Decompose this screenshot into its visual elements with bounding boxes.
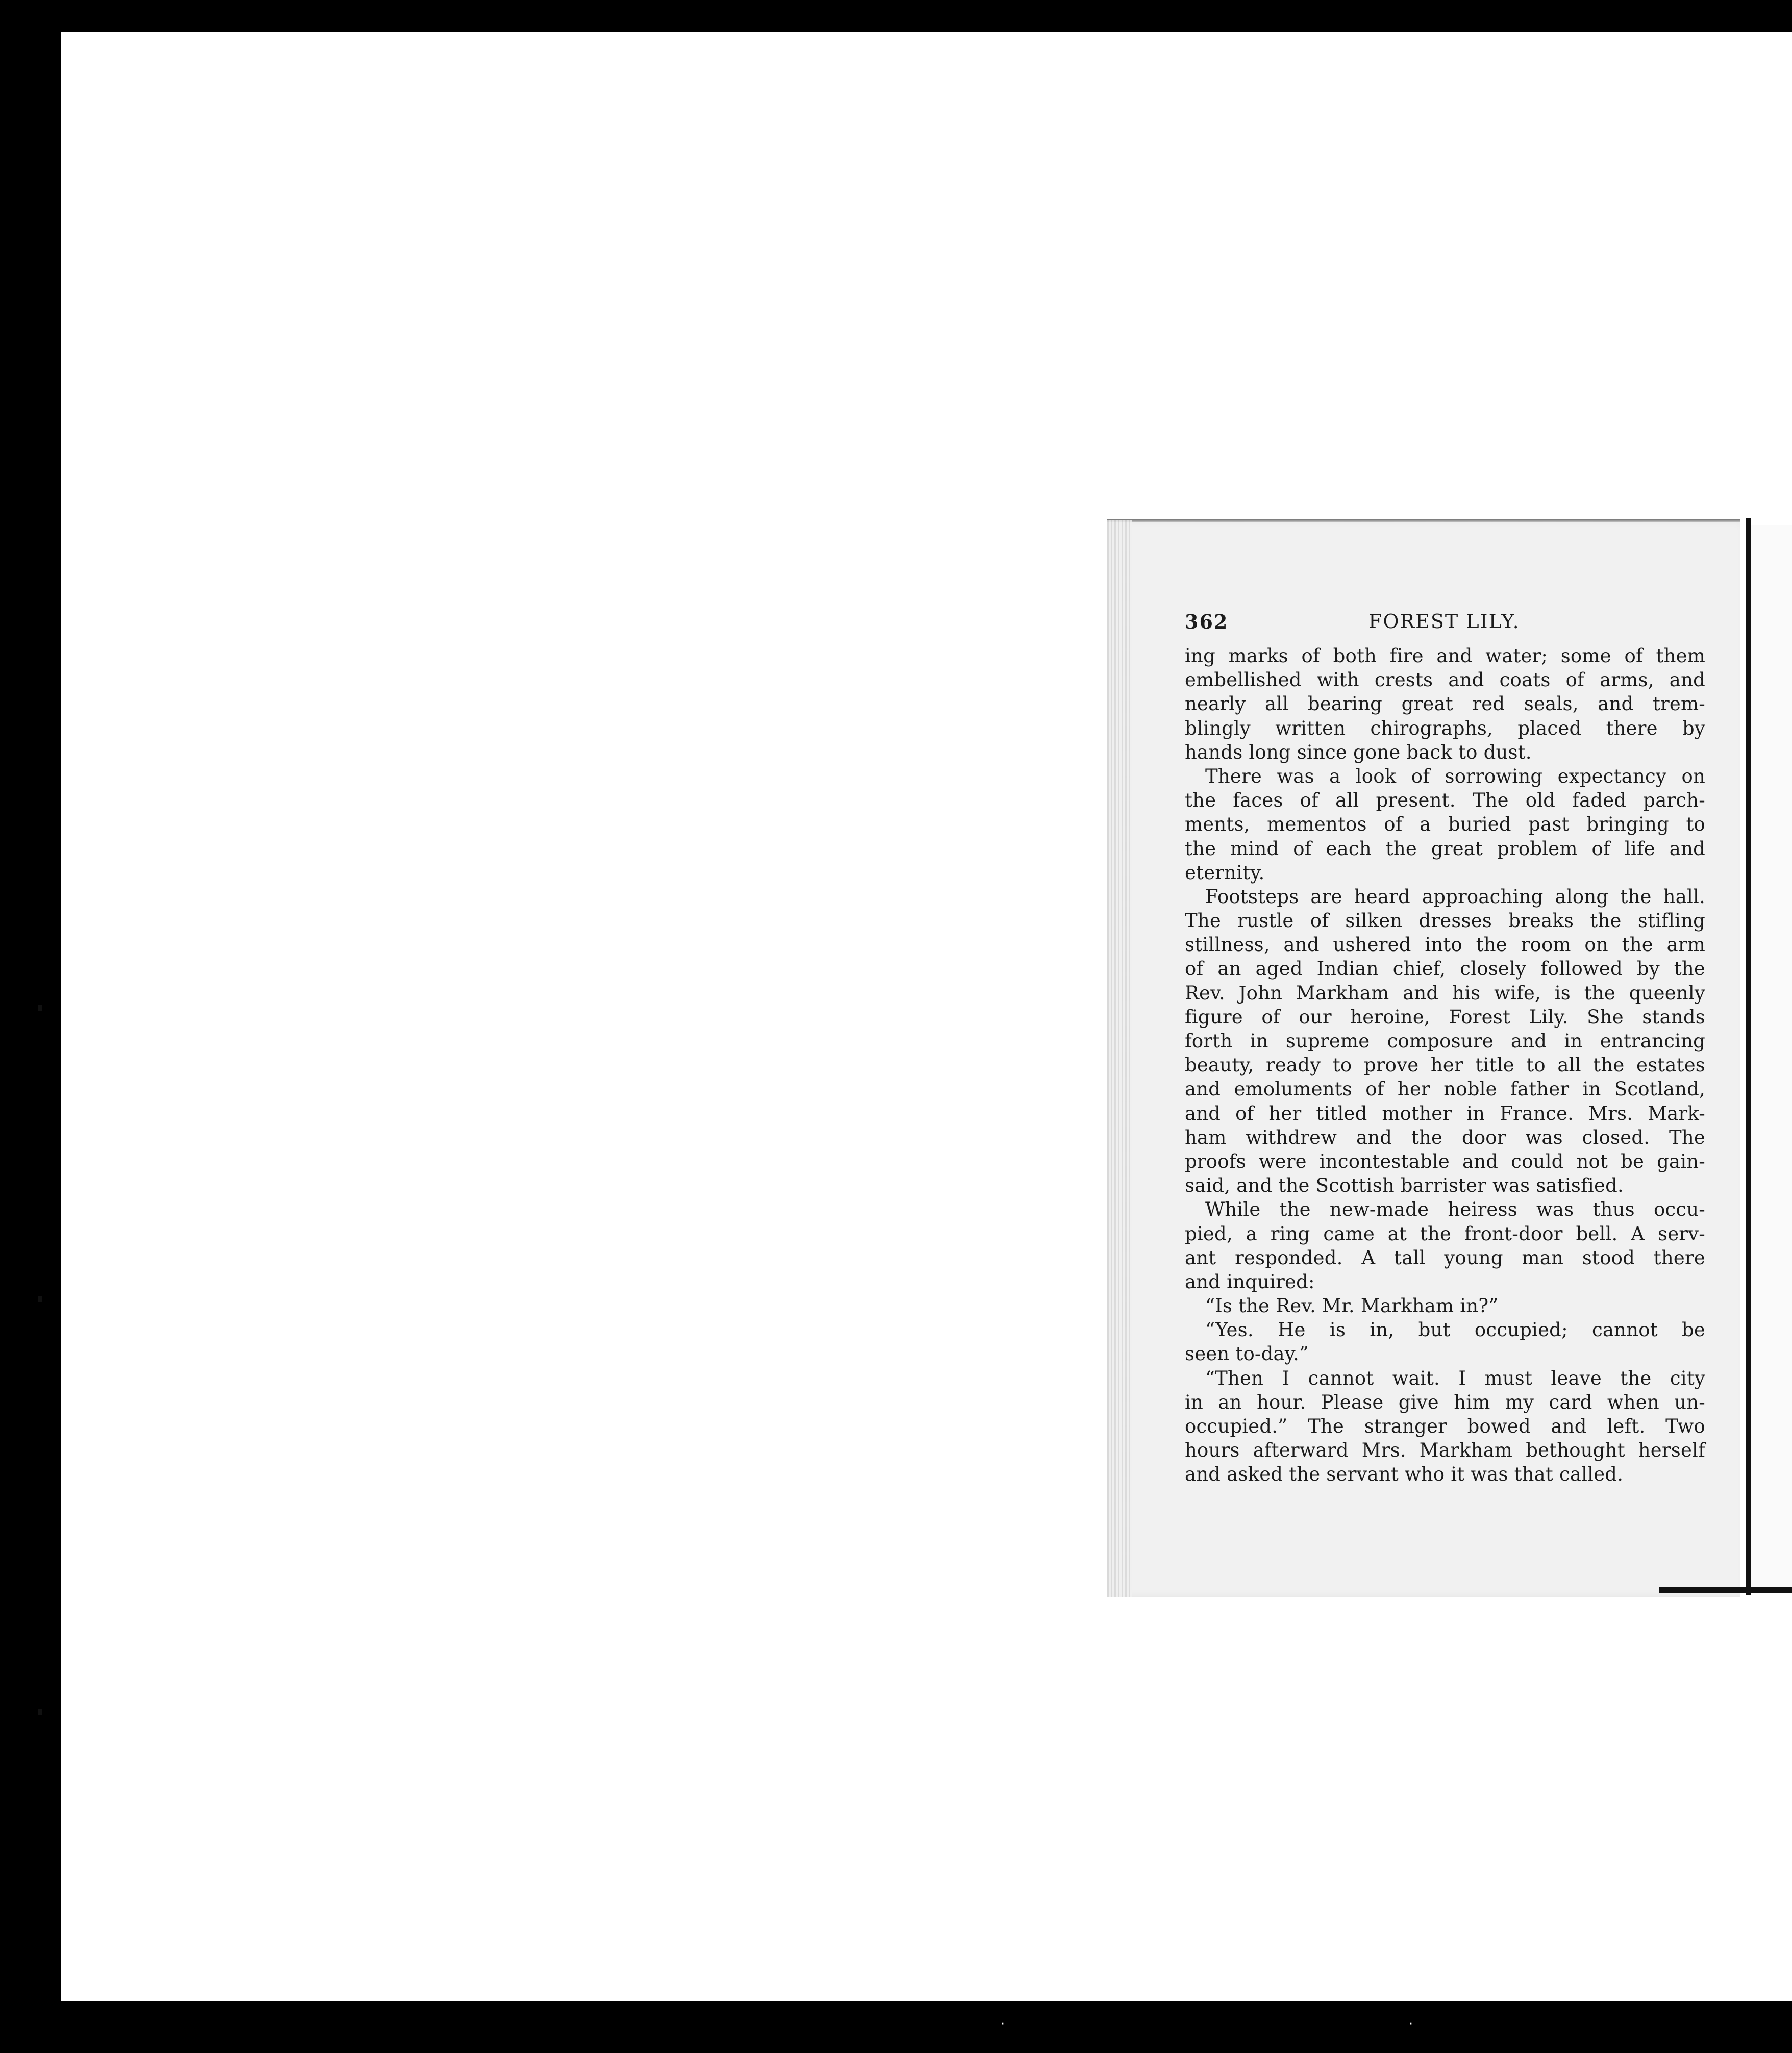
text-line: pied, a ring came at the front-door bell. A serv-: [1185, 1222, 1705, 1245]
text-line: and of her titled mother in France. Mrs. Mark-: [1185, 1102, 1705, 1124]
text-line: seen to-day.”: [1185, 1343, 1309, 1365]
text-line: of an aged Indian chief, closely followed by the: [1185, 958, 1705, 980]
page-number: 362: [1185, 610, 1229, 633]
text-line: the mind of each the great problem of life and: [1185, 837, 1705, 860]
film-left-border: [20, 26, 36, 2005]
text-line: and asked the servant who it was that called.: [1185, 1463, 1624, 1486]
text-line: Footsteps are heard approaching along the hall.: [1205, 885, 1705, 908]
text-line: hands long since gone back to dust.: [1185, 741, 1532, 763]
text-line: ing marks of both fire and water; some of them: [1185, 645, 1705, 667]
text-line: ant responded. A tall young man stood there: [1185, 1246, 1705, 1269]
text-line: figure of our heroine, Forest Lily. She stands: [1185, 1006, 1705, 1028]
text-line: The rustle of silken dresses breaks the stifling: [1185, 910, 1705, 932]
book-page-top-edge: [1107, 519, 1740, 522]
text-line: “Yes. He is in, but occupied; cannot be: [1205, 1319, 1705, 1341]
film-noise: ·: [1000, 2015, 1005, 2033]
text-line: hours afterward Mrs. Markham bethought herself: [1185, 1439, 1705, 1462]
running-title: FOREST LILY.: [1368, 610, 1520, 633]
text-line: and emoluments of her noble father in Scotland,: [1185, 1078, 1705, 1100]
text-line: “Then I cannot wait. I must leave the city: [1205, 1367, 1705, 1389]
facing-page-sliver: [1751, 525, 1792, 1587]
film-speck: [38, 1296, 42, 1302]
text-line: in an hour. Please give him my card when un-: [1185, 1391, 1705, 1413]
text-line: beauty, ready to prove her title to all the estates: [1185, 1054, 1705, 1076]
text-line: nearly all bearing great red seals, and trem-: [1185, 693, 1705, 715]
film-speck: [38, 1709, 42, 1715]
page-text-block: [1185, 610, 1705, 1487]
text-line: embellished with crests and coats of arms, and: [1185, 669, 1705, 691]
text-line: blingly written chirographs, placed there by: [1185, 717, 1705, 739]
text-line: eternity.: [1185, 861, 1265, 884]
text-line: said, and the Scottish barrister was satisfied.: [1185, 1174, 1624, 1197]
text-line: the faces of all present. The old faded parch-: [1185, 789, 1705, 812]
book-page-fore-edge: [1107, 520, 1132, 1597]
body-text: [1185, 644, 1705, 1487]
text-line: proofs were incontestable and could not be gain-: [1185, 1150, 1705, 1172]
text-line: and inquired:: [1185, 1270, 1315, 1293]
text-line: While the new-made heiress was thus occu-: [1205, 1198, 1705, 1221]
film-noise: ·: [1408, 2015, 1413, 2033]
book-spine-foot: [1659, 1587, 1792, 1593]
running-head: [1185, 610, 1705, 641]
text-line: ments, mementos of a buried past bringing to: [1185, 813, 1705, 836]
text-line: stillness, and ushered into the room on the arm: [1185, 934, 1705, 956]
text-line: There was a look of sorrowing expectancy on: [1205, 765, 1705, 787]
text-line: Rev. John Markham and his wife, is the queenly: [1185, 982, 1705, 1004]
film-speck: [38, 1005, 42, 1011]
text-line: ham withdrew and the door was closed. The: [1185, 1126, 1705, 1148]
text-line: “Is the Rev. Mr. Markham in?”: [1205, 1295, 1499, 1317]
text-line: occupied.” The stranger bowed and left. Two: [1185, 1415, 1705, 1437]
text-line: forth in supreme composure and in entrancing: [1185, 1030, 1705, 1052]
book-spine: [1746, 518, 1751, 1595]
